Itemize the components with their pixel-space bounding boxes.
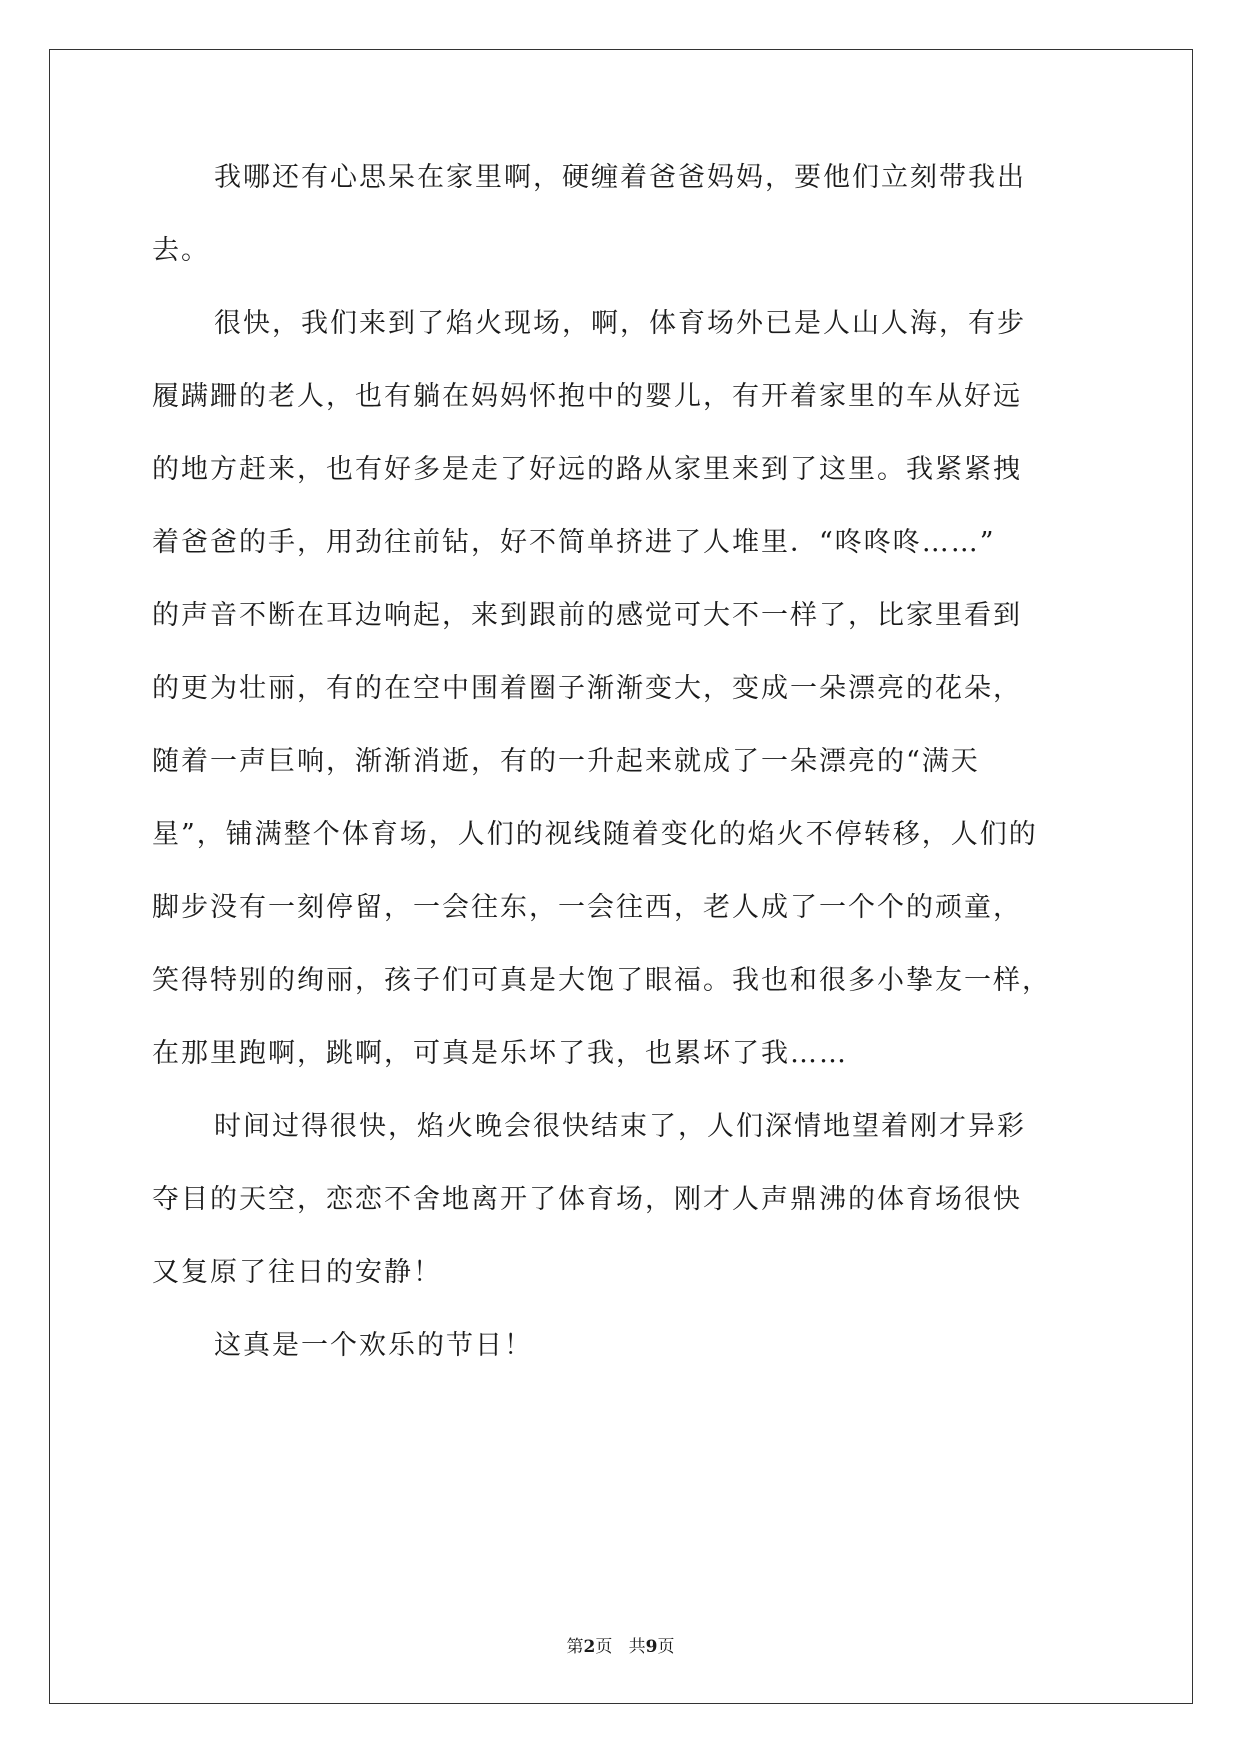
paragraph-3-line-3: 又复原了往日的安静！ (152, 1257, 442, 1288)
paragraph-2-line-2: 履蹒跚的老人，也有躺在妈妈怀抱中的婴儿，有开着家里的车从好远 (152, 381, 1022, 412)
paragraph-2-line-9: 脚步没有一刻停留，一会往东，一会往西，老人成了一个个的顽童， (152, 892, 1022, 923)
paragraph-2-line-8: 星”，铺满整个体育场，人们的视线随着变化的焰火不停转移，人们的 (152, 819, 1038, 850)
total-suffix: 页 (657, 1637, 675, 1657)
paragraph-2-line-6: 的更为壮丽，有的在空中围着圈子渐渐变大，变成一朵漂亮的花朵， (152, 673, 1022, 704)
paragraph-3-line-1: 时间过得很快，焰火晚会很快结束了，人们深情地望着刚才异彩 (214, 1111, 1026, 1142)
paragraph-2-line-1: 很快，我们来到了焰火现场，啊，体育场外已是人山人海，有步 (214, 308, 1026, 339)
page-footer (0, 1632, 1241, 1657)
current-page-number: 2 (583, 1637, 596, 1657)
paragraph-2-line-5: 的声音不断在耳边响起，来到跟前的感觉可大不一样了，比家里看到 (152, 600, 1022, 631)
paragraph-2-line-11: 在那里跑啊，跳啊，可真是乐坏了我，也累坏了我…… (152, 1038, 848, 1069)
page-border (49, 49, 1193, 1704)
paragraph-2-line-7: 随着一声巨响，渐渐消逝，有的一升起来就成了一朵漂亮的“满天 (152, 746, 980, 777)
paragraph-3-line-2: 夺目的天空，恋恋不舍地离开了体育场，刚才人声鼎沸的体育场很快 (152, 1184, 1022, 1215)
paragraph-2-line-3: 的地方赶来，也有好多是走了好远的路从家里来到了这里。我紧紧拽 (152, 454, 1022, 485)
total-prefix: 共 (628, 1637, 646, 1657)
paragraph-4-line-1: 这真是一个欢乐的节日！ (214, 1330, 533, 1361)
paragraph-1-line-1: 我哪还有心思呆在家里啊，硬缠着爸爸妈妈，要他们立刻带我出 (214, 162, 1026, 193)
page-suffix: 页 (595, 1637, 613, 1657)
page-prefix: 第 (566, 1637, 584, 1657)
paragraph-2-line-10: 笑得特别的绚丽，孩子们可真是大饱了眼福。我也和很多小挚友一样， (152, 965, 1051, 996)
paragraph-2-line-4: 着爸爸的手，用劲往前钻，好不简单挤进了人堆里．“咚咚咚……” (152, 527, 996, 558)
paragraph-1-line-2: 去。 (152, 235, 210, 266)
total-pages-number: 9 (645, 1637, 658, 1657)
